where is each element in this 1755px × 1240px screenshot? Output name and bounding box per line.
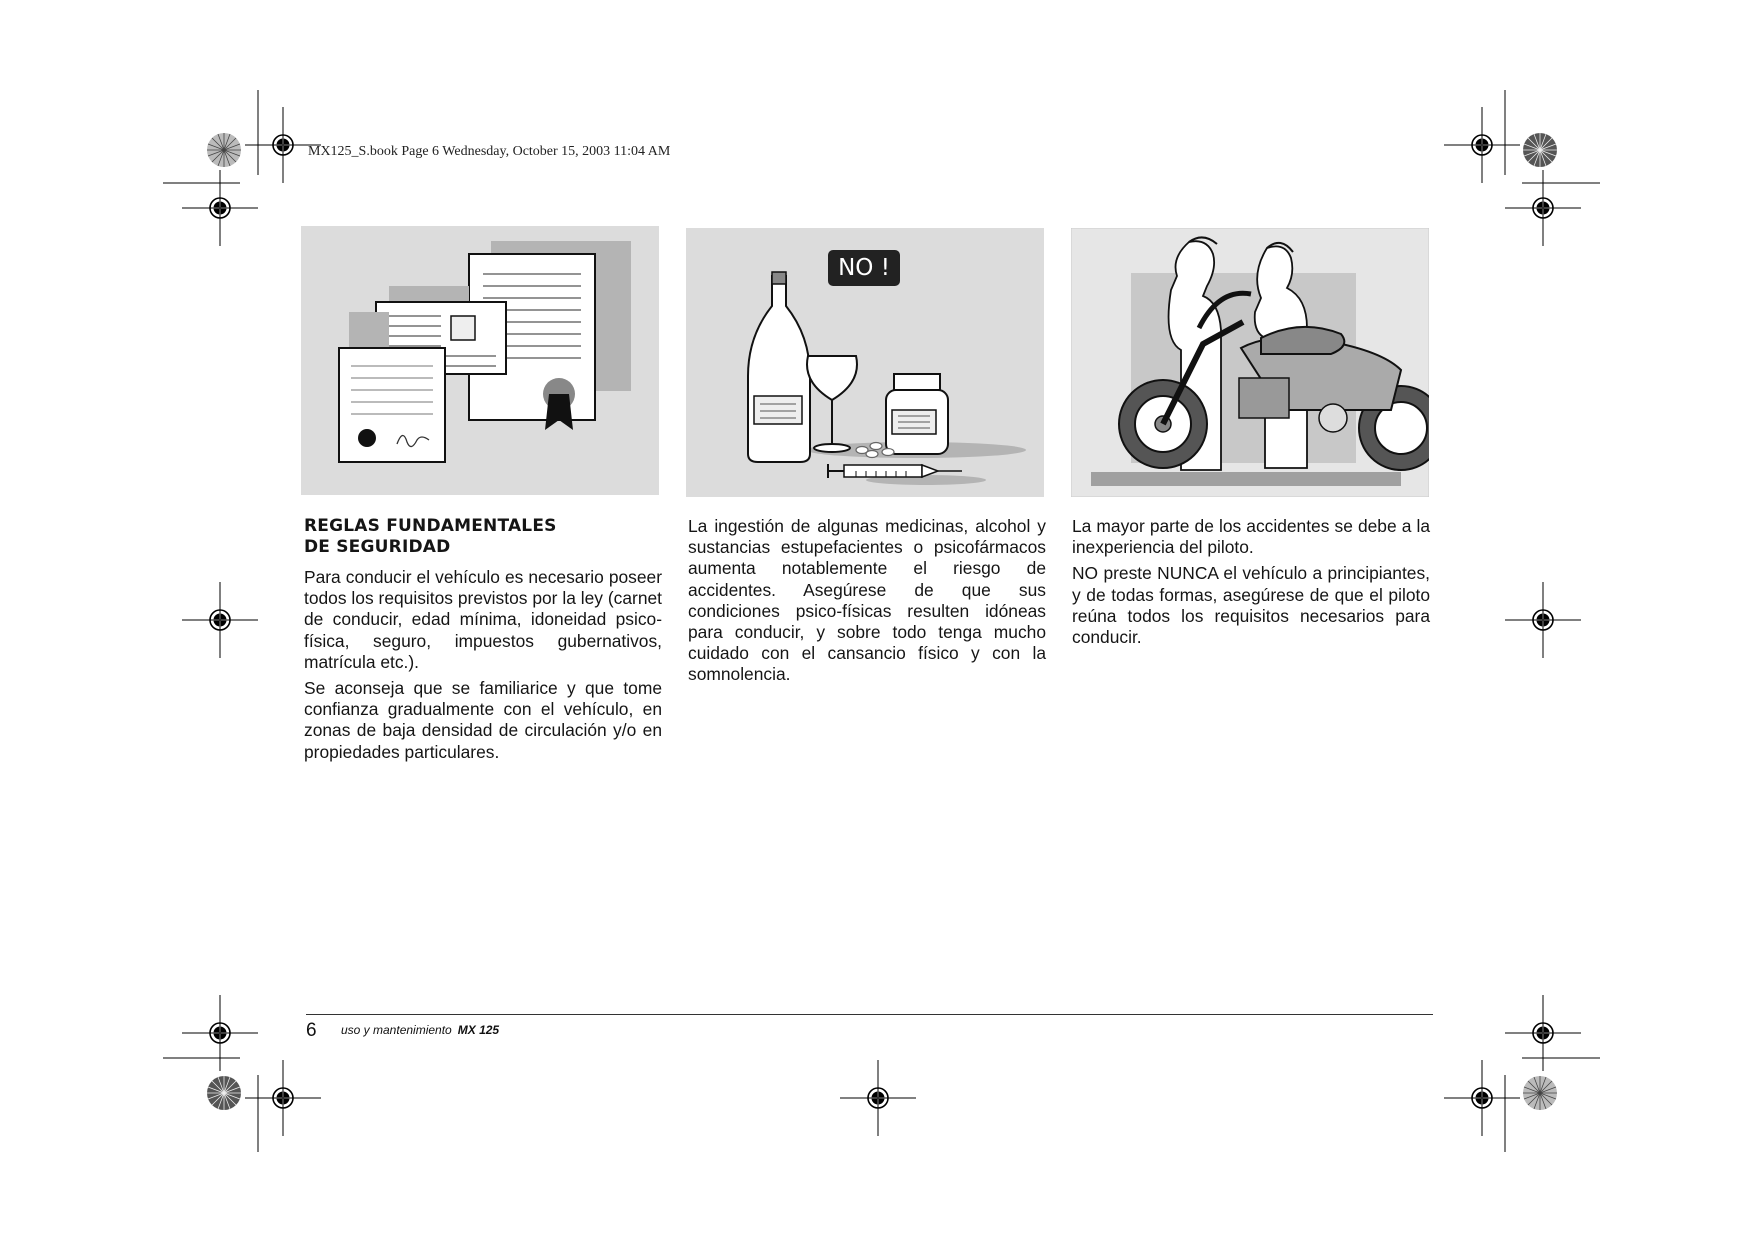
column-inexperience: [1072, 516, 1430, 653]
paragraph: Para conducir el vehículo es necesario poseer todos los requisitos previstos por la ley (carnet de conducir, edad mínima, idoneidad psico-física, seguro, impuestos gubernativos, matrícula etc.).: [304, 567, 662, 672]
paragraph: Se aconseja que se familiarice y que tome confianza gradualmente con el vehículo, en zonas de baja densidad de circulación y/o en propiedades particulares.: [304, 678, 662, 762]
section-heading: [304, 516, 662, 558]
print-header: MX125_S.book Page 6 Wednesday, October 15, 2003 11:04 AM: [308, 144, 671, 159]
no-sign-label: NO !: [838, 255, 890, 281]
paragraph: NO preste NUNCA el vehículo a principiantes, y de todas formas, asegúrese de que el piloto reúna todos los requisitos necesarios para conducir.: [1072, 563, 1430, 648]
paragraph: La mayor parte de los accidentes se debe a la inexperiencia del piloto.: [1072, 516, 1430, 558]
heading-line-1: REGLAS FUNDAMENTALES: [304, 516, 557, 536]
footer-label: [341, 1023, 499, 1037]
heading-line-2: DE SEGURIDAD: [304, 537, 451, 557]
motorcycle-illustration: [1071, 228, 1429, 497]
column-substances: [688, 516, 1046, 691]
footer-text: uso y mantenimiento: [341, 1023, 452, 1037]
column-rules: [304, 516, 662, 768]
footer-model: MX 125: [457, 1023, 500, 1037]
documents-illustration: [301, 226, 659, 495]
page-number: 6: [306, 1020, 317, 1041]
substances-illustration: [686, 228, 1044, 497]
paragraph: La ingestión de algunas medicinas, alcohol y sustancias estupefacientes o psicofármacos aumenta notablemente el riesgo de accidentes. Asegúrese de que sus condiciones psico-físicas resulten idóneas para conducir, y sobre todo tenga mucho cuidado con el cansancio físico y con la somnolencia.: [688, 516, 1046, 685]
footer-rule: [306, 1014, 1433, 1015]
